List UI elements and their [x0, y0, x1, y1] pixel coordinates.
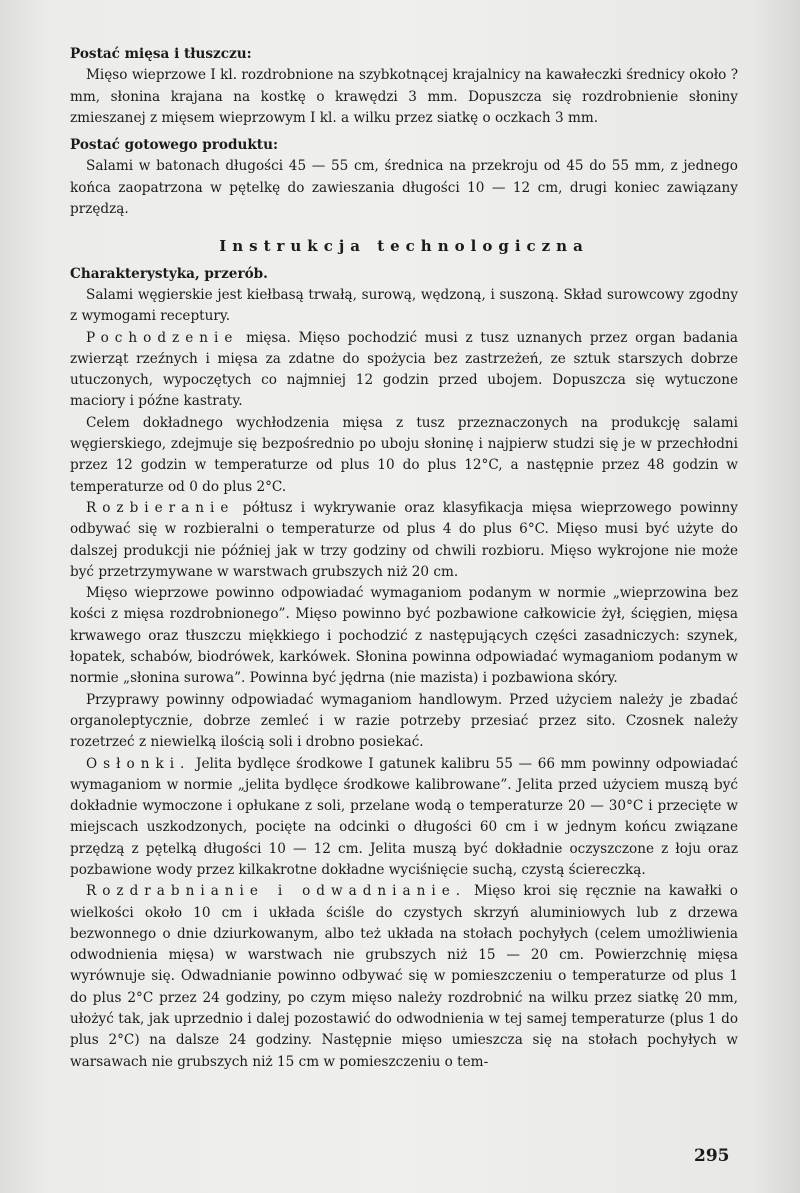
main-heading: Instrukcja technologiczna [219, 237, 589, 256]
document-body [70, 44, 738, 1073]
paragraph-text: Mięso kroi się ręcznie na kawałki o wielkości około 10 cm i układa ściśle do czystych skrzyń aluminiowych lub z drzewa bezwonnego o dnie dziurkowanym, albo też układa na stołach pochyłych (celem umożliwienia odwodnienia mięsa) w warstwach nie grubszych niż 15 — 20 cm. Powierzchnię mięsa wyrównuje się. Odwadnianie powinno odbywać się w pomieszczeniu o temperaturze od plus 1 do plus 2°C przez 24 godziny, po czym mięso należy rozdrobnić na wilku przez siatkę 20 mm, ułożyć tak, jak uprzednio i dalej pozostawić do odwodnienia w tej samej temperaturze (plus 1 do plus 2°C) na dalsze 24 godziny. Następnie mięso umieszcza się na stołach pochyłych w warsawach nie grubszych niż 15 cm w pomieszczeniu o tem- [70, 883, 738, 1070]
paragraph-text: mięsa. Mięso pochodzić musi z tusz uznanych przez organ badania zwierząt rzeźnych i mięsa za zdatne do spożycia bez zastrzeżeń, ze sztuk starszych dobrze utuczonych, wypoczętych co najmniej 12 godzin przed ubojem. Dopuszcza się wytuczone maciory i późne kastraty. [70, 329, 738, 410]
paragraph-text: półtusz i wykrywanie oraz klasyfikacja mięsa wieprzowego powinny odbywać się w rozbieralni o temperaturze od plus 4 do plus 6°C. Mięso musi być użyte do dalszej produkcji nie później jak w trzy godziny od chwili rozbioru. Mięso wykrojone nie może być przetrzymywane w warstwach grubszych niż 20 cm. [70, 499, 738, 580]
paragraph-cooling: Celem dokładnego wychłodzenia mięsa z tusz przeznaczonych na produkcję salami węgierskiego, zdejmuje się bezpośrednio po uboju słoninę i najpierw studzi się je w przechłodni przez 12 godzin w temperaturze od plus 10 do plus 12°C, a następnie przez 48 godzin w temperaturze od 0 do plus 2°C. [70, 414, 738, 495]
paragraph-characteristics: Salami węgierskie jest kiełbasą trwałą, surową, wędzoną, i suszoną. Skład surowcowy zgodny z wymogami receptury. [70, 286, 738, 325]
paragraph-meat-form [70, 65, 738, 129]
lead-term-casings: Osłonki. [86, 755, 191, 772]
paragraph-pork-requirements: Mięso wieprzowe powinno odpowiadać wymaganiom podanym w normie „wieprzowina bez kości z mięsa rozdrobnionego”. Mięso powinno być pozbawione całkowicie żył, ścięgien, mięsa krwawego oraz tłuszczu miękkiego i pochodzić z następujących części zasadniczych: szynek, łopatek, schabów, biodrówek, karkówek. Słonina powinna odpowiadać wymaganiom podanym w normie „słonina surowa”. Powinna być jędrna (nie mazista) i pozbawiona skóry. [70, 585, 738, 687]
paragraph-casings [70, 754, 738, 882]
paragraph-text: Mięso wieprzowe I kl. rozdrobnione na szybkotnącej krajalnicy na kawałeczki średnicy około ? mm, słonina krajana na kostkę o krawędzi 3 mm. Dopuszcza się rozdrobnienie słoniny zmieszanej z mięsem wieprzowym I kl. a wilku przez siatkę o oczkach 3 mm. [70, 67, 738, 126]
section-heading-characteristics: Charakterystyka, przerób. [70, 265, 268, 282]
lead-term-origin: Pochodzenie [86, 329, 239, 346]
section-heading-meat-form: Postać mięsa i tłuszczu: [70, 46, 252, 62]
paragraph-origin [70, 328, 738, 413]
paragraph-text: Jelita bydlęce środkowe I gatunek kalibru 55 — 66 mm powinny odpowiadać wymaganiom w normie „jelita bydlęce środkowe kalibrowane”. Jelita przed użyciem muszą być dokładnie wymoczone i opłukane z soli, przelane wodą o temperaturze 20 — 30°C i przecięte w miejscach uszkodzonych, pocięte na odcinki o długości 60 cm i w jednym końcu związane przędzą z pętelką długości 10 — 12 cm. Jelita muszą być dokładnie oczyszczone z łoju oraz pozbawione wody przez kilkakrotne dokładne wyciśnięcie suchą, czystą ściereczką. [70, 755, 738, 878]
lead-term-dismantling: Rozbieranie [86, 499, 235, 516]
section-heading-product-form: Postać gotowego produktu: [70, 137, 278, 154]
paragraph-spices: Przyprawy powinny odpowiadać wymaganiom handlowym. Przed użyciem należy je zbadać organoleptycznie, dobrze zemleć i w razie potrzeby przesiać przez sito. Czosnek należy rozetrzeć z niewielką ilością soli i drobno posiekać. [70, 691, 738, 751]
paragraph-grinding [70, 881, 738, 1073]
paragraph-dismantling [70, 498, 738, 583]
lead-term-grinding: Rozdrabnianie i odwadnianie. [86, 883, 467, 900]
paragraph-product-form: Salami w batonach długości 45 — 55 cm, średnica na przekroju od 45 do 55 mm, z jednego końca zaopatrzona w pętelkę do zawieszania długości 10 — 12 cm, drugi koniec zawiązany przędzą. [70, 158, 738, 218]
page-number: 295 [694, 1146, 730, 1166]
